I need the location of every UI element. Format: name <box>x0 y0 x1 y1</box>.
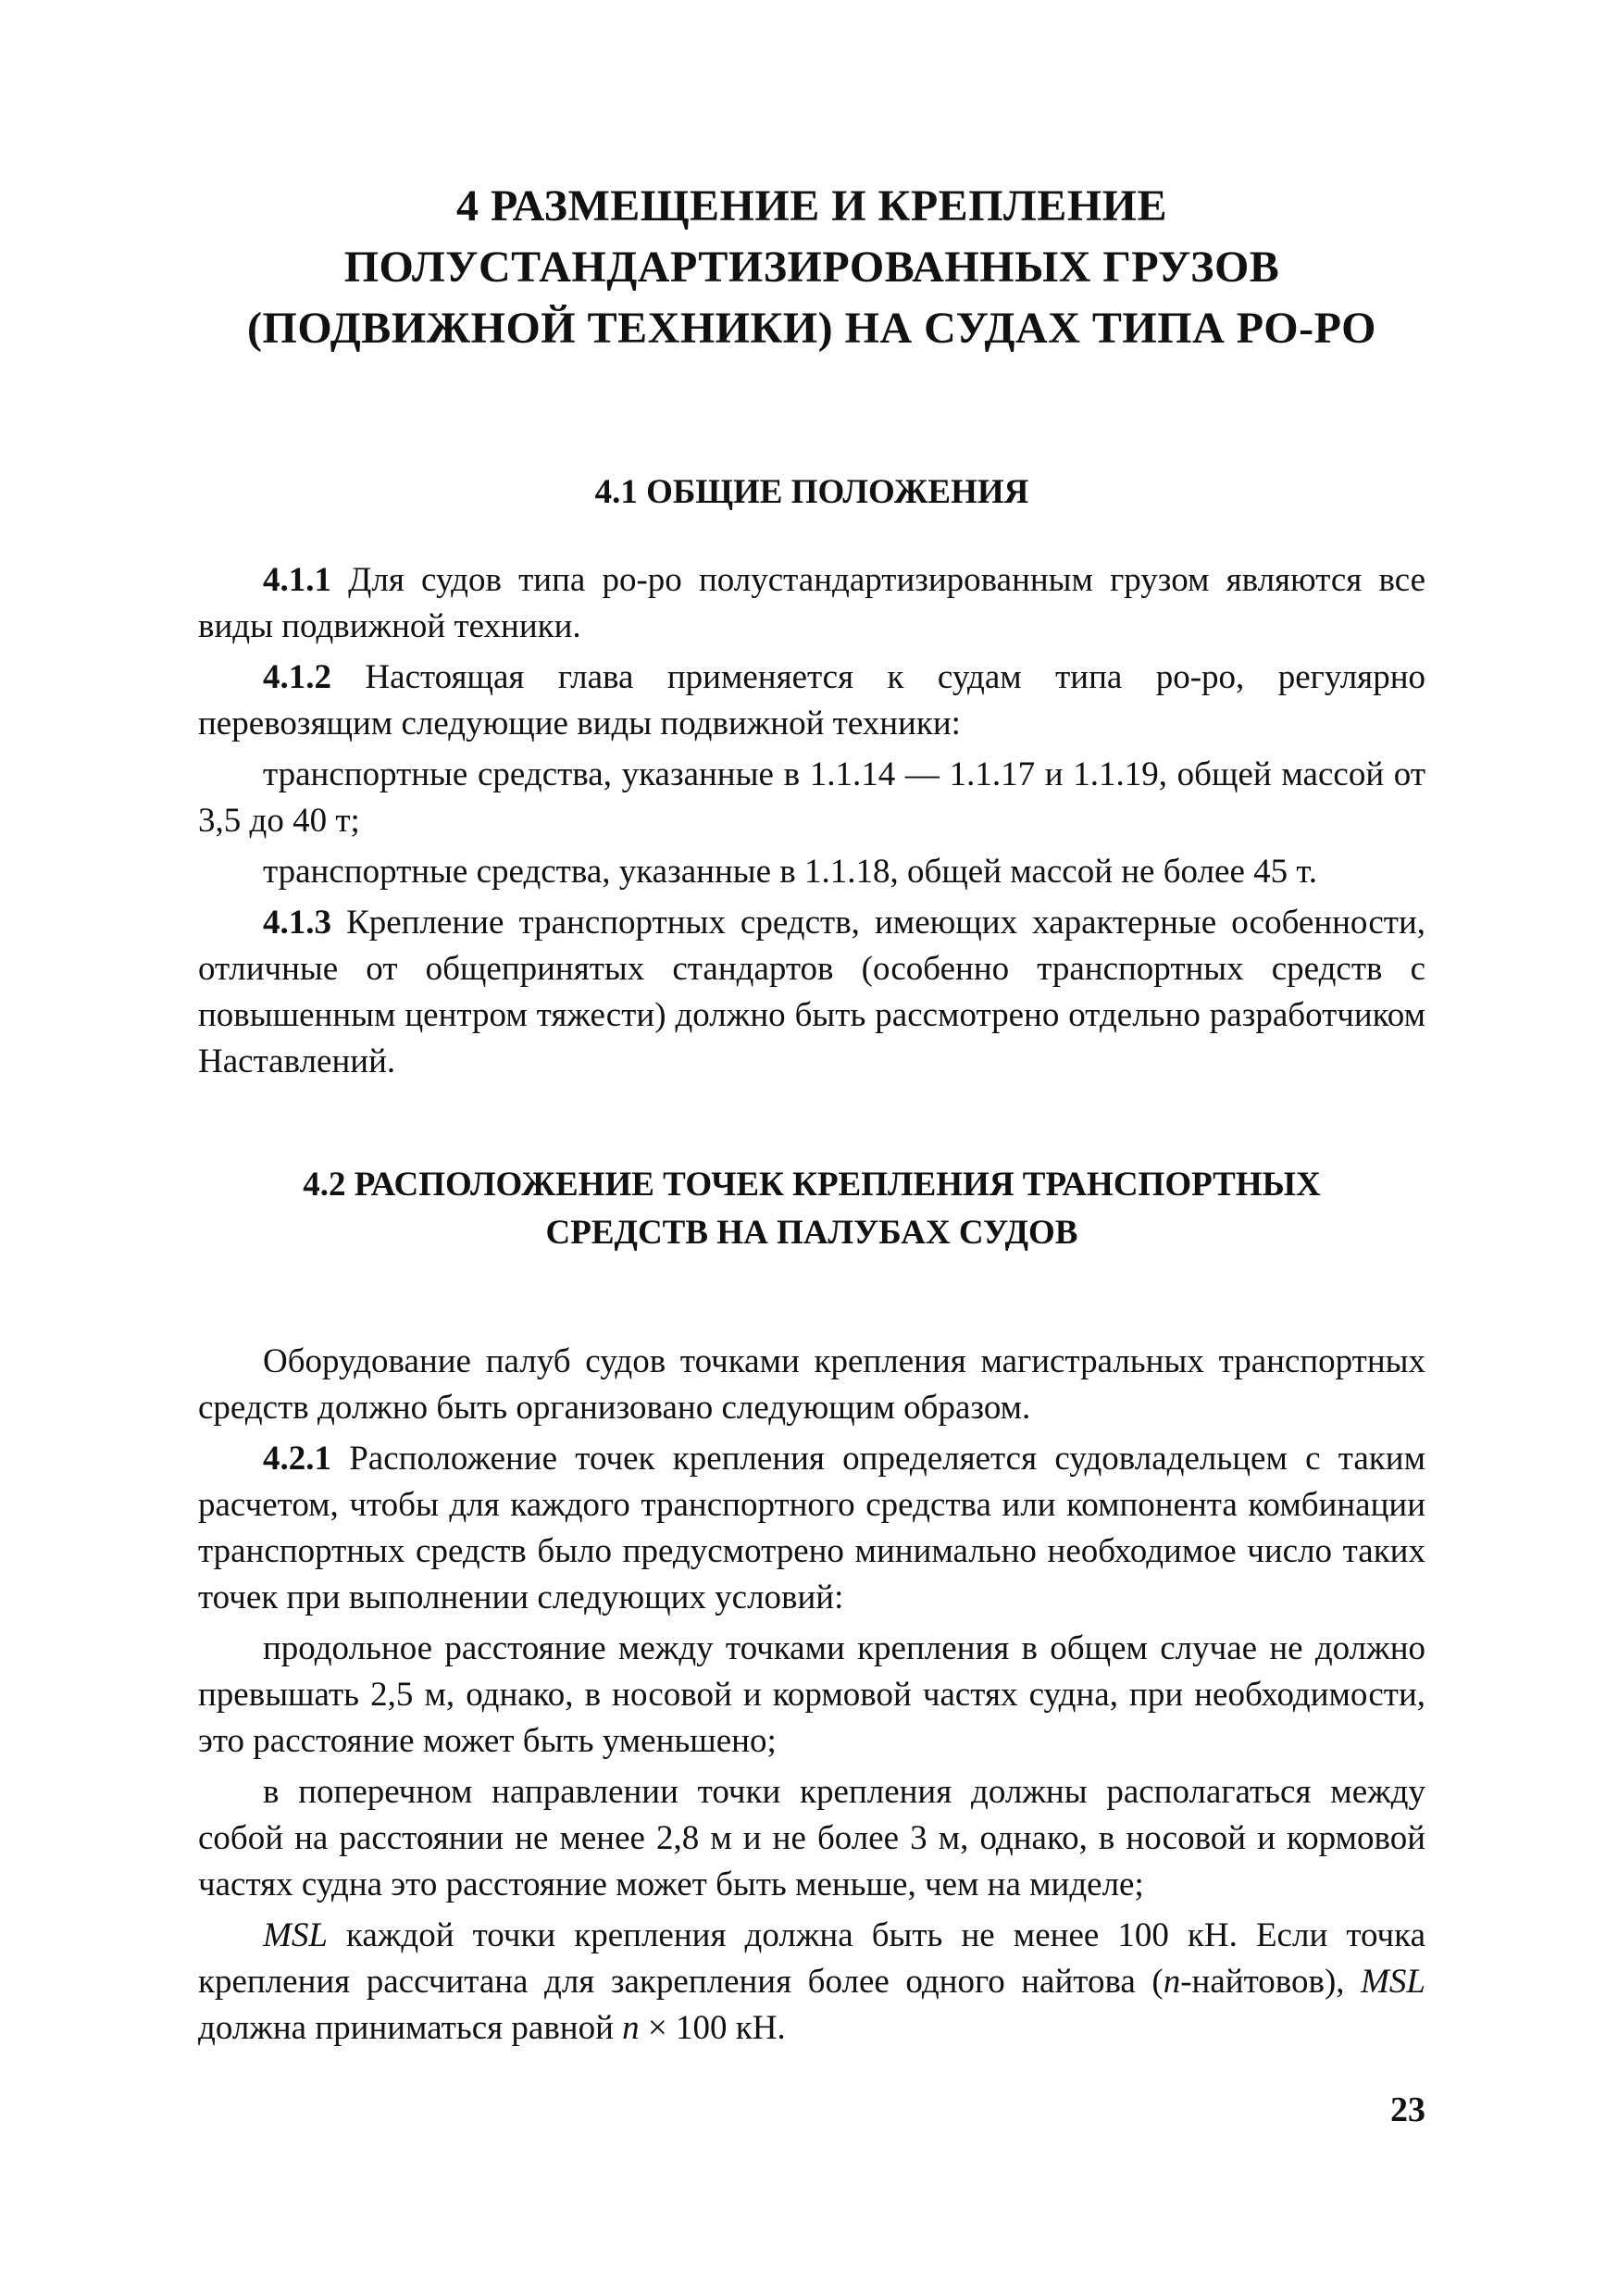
chapter-title-line: 4 РАЗМЕЩЕНИЕ И КРЕПЛЕНИЕ <box>456 181 1167 231</box>
paragraph-4-1-3 <box>198 900 1425 1085</box>
clause-number: 4.1.2 <box>263 658 331 696</box>
paragraph-4-1-1 <box>198 557 1425 650</box>
paragraph-text: Оборудование палуб судов точками крепления магистральных транспортных средств должно быть организовано следующим образом. <box>198 1342 1425 1427</box>
paragraph-text: продольное расстояние между точками крепления в общем случае не должно превышать 2,5 м, однако, в носовой и кормовой частях судна, при необходимости, это расстояние может быть уменьшено; <box>198 1629 1425 1760</box>
chapter-title-line: (ПОДВИЖНОЙ ТЕХНИКИ) НА СУДАХ ТИПА РО-РО <box>247 304 1376 353</box>
n-variable: n <box>1163 1963 1181 2001</box>
chapter-title <box>198 176 1425 359</box>
paragraph-4-1-2 <box>198 655 1425 747</box>
paragraph-4-2-1 <box>198 1436 1425 1621</box>
list-item-vehicles-1 <box>198 752 1425 844</box>
section-4-1-title: 4.1 ОБЩИЕ ПОЛОЖЕНИЯ <box>594 473 1029 511</box>
paragraph-text: транспортные средства, указанные в 1.1.18, общей массой не более 45 т. <box>263 853 1318 891</box>
document-page <box>198 176 1425 2056</box>
clause-number: 4.1.3 <box>263 904 331 942</box>
list-item-longitudinal-spacing <box>198 1626 1425 1765</box>
msl-term: MSL <box>1361 1963 1425 2001</box>
clause-number: 4.2.1 <box>263 1440 331 1478</box>
paragraph-4-2-intro <box>198 1339 1425 1431</box>
paragraph-text: транспортные средства, указанные в 1.1.14 — 1.1.17 и 1.1.19, общей массой от 3,5 до 40 т; <box>198 755 1425 840</box>
list-item-vehicles-2 <box>198 849 1425 895</box>
section-4-2-title: 4.2 РАСПОЛОЖЕНИЕ ТОЧЕК КРЕПЛЕНИЯ ТРАНСПОРТНЫХ СРЕДСТВ НА ПАЛУБАХ СУДОВ <box>303 1166 1321 1252</box>
paragraph-text: Для судов типа ро-ро полустандартизированным грузом являются все виды подвижной техники. <box>198 561 1425 645</box>
chapter-title-line: ПОЛУСТАНДАРТИЗИРОВАННЫХ ГРУЗОВ <box>343 243 1280 292</box>
list-item-transverse-spacing <box>198 1769 1425 1908</box>
page-number: 23 <box>1390 2090 1425 2129</box>
list-item-msl-requirement: MSL каждой точки крепления должна быть не менее 100 кН. Если точка крепления рассчитана для закрепления более одного найтова (n-найтовов), MSL должна приниматься равной n × 100 кН. <box>198 1916 1425 2047</box>
paragraph-text: в поперечном направлении точки крепления должны располагаться между собой на расстоянии не менее 2,8 м и не более 3 м, однако, в носовой и кормовой частях судна это расстояние может быть меньше, чем на миделе; <box>198 1773 1425 1903</box>
paragraph-text: Крепление транспортных средств, имеющих характерные особенности, отличные от общепринятых стандартов (особенно транспортных средств с повышенным центром тяжести) должно быть рассмотрено отдельно разработчиком Наставлений. <box>198 904 1425 1080</box>
paragraph-text: Настоящая глава применяется к судам типа ро-ро, регулярно перевозящим следующие виды подвижной техники: <box>198 658 1425 742</box>
clause-number: 4.1.1 <box>263 561 331 599</box>
n-variable: n <box>622 2009 640 2047</box>
msl-term: MSL <box>263 1916 328 1954</box>
paragraph-text: Расположение точек крепления определяется судовладельцем с таким расчетом, чтобы для каждого транспортного средства или компонента комбинации транспортных средств было предусмотрено минимально необходимое число таких точек при выполнении следующих условий: <box>198 1440 1425 1616</box>
